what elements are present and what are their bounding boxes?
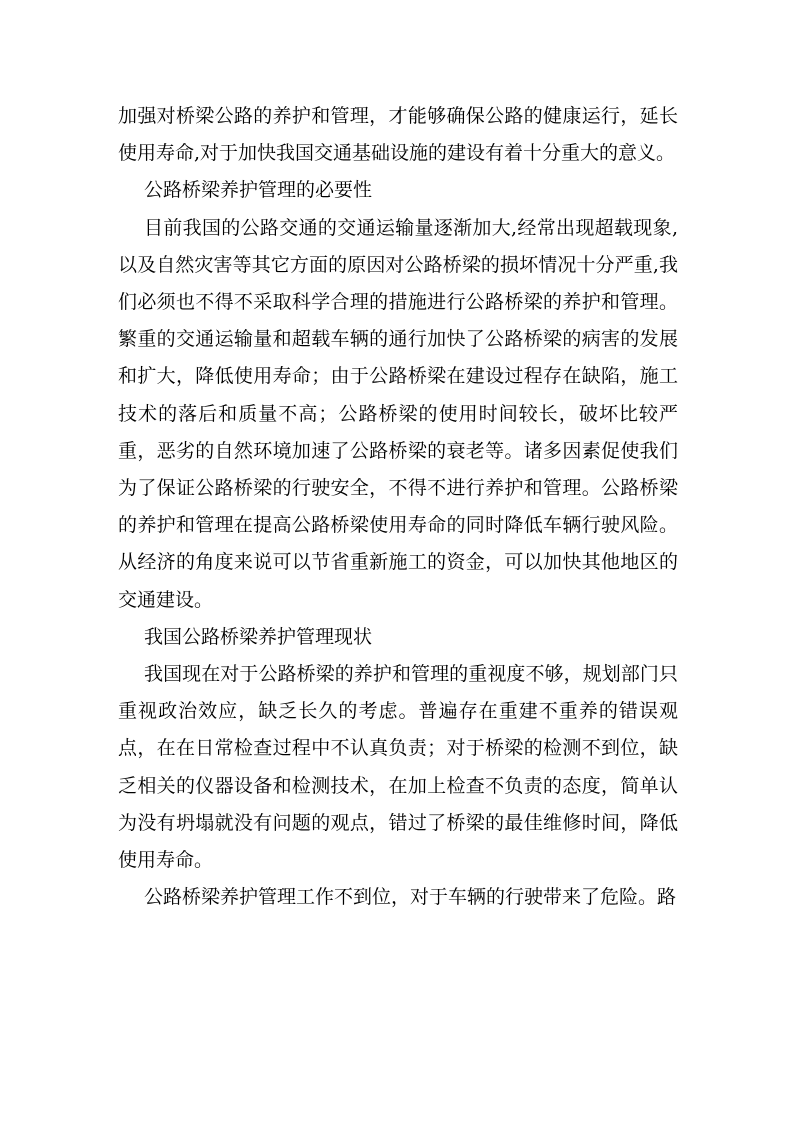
body-paragraph: 加强对桥梁公路的养护和管理，才能够确保公路的健康运行，延长使用寿命,对于加快我国交通基础设施的建设有着十分重大的意义。	[118, 105, 678, 165]
body-paragraph: 我国现在对于公路桥梁的养护和管理的重视度不够，规划部门只重视政治效应，缺乏长久的考虑。普遍存在重建不重养的错误观点，在在日常检查过程中不认真负责；对于桥梁的检测不到位，缺乏相关的仪器设备和检测技术，在加上检查不负责的态度，简单认为没有坍塌就没有问题的观点，错过了桥梁的最佳维修时间，降低使用寿命。	[118, 663, 678, 872]
section-heading: 公路桥梁养护管理的必要性	[144, 179, 373, 202]
body-paragraph: 公路桥梁养护管理工作不到位，对于车辆的行驶带来了危险。路	[144, 886, 677, 909]
section-heading: 我国公路桥梁养护管理现状	[144, 625, 373, 648]
body-paragraph: 目前我国的公路交通的交通运输量逐渐加大,经常出现超载现象,以及自然灾害等其它方面的原因对公路桥梁的损坏情况十分严重,我们必须也不得不采取科学合理的措施进行公路桥梁的养护和管理。繁重的交通运输量和超载车辆的通行加快了公路桥梁的病害的发展和扩大，降低使用寿命；由于公路桥梁在建设过程存在缺陷，施工技术的落后和质量不高；公路桥梁的使用时间较长，破坏比较严重，恶劣的自然环境加速了公路桥梁的衰老等。诸多因素促使我们为了保证公路桥梁的行驶安全，不得不进行养护和管理。公路桥梁的养护和管理在提高公路桥梁使用寿命的同时降低车辆行驶风险。从经济的角度来说可以节省重新施工的资金，可以加快其他地区的交通建设。	[118, 216, 678, 611]
document-body	[118, 98, 678, 916]
